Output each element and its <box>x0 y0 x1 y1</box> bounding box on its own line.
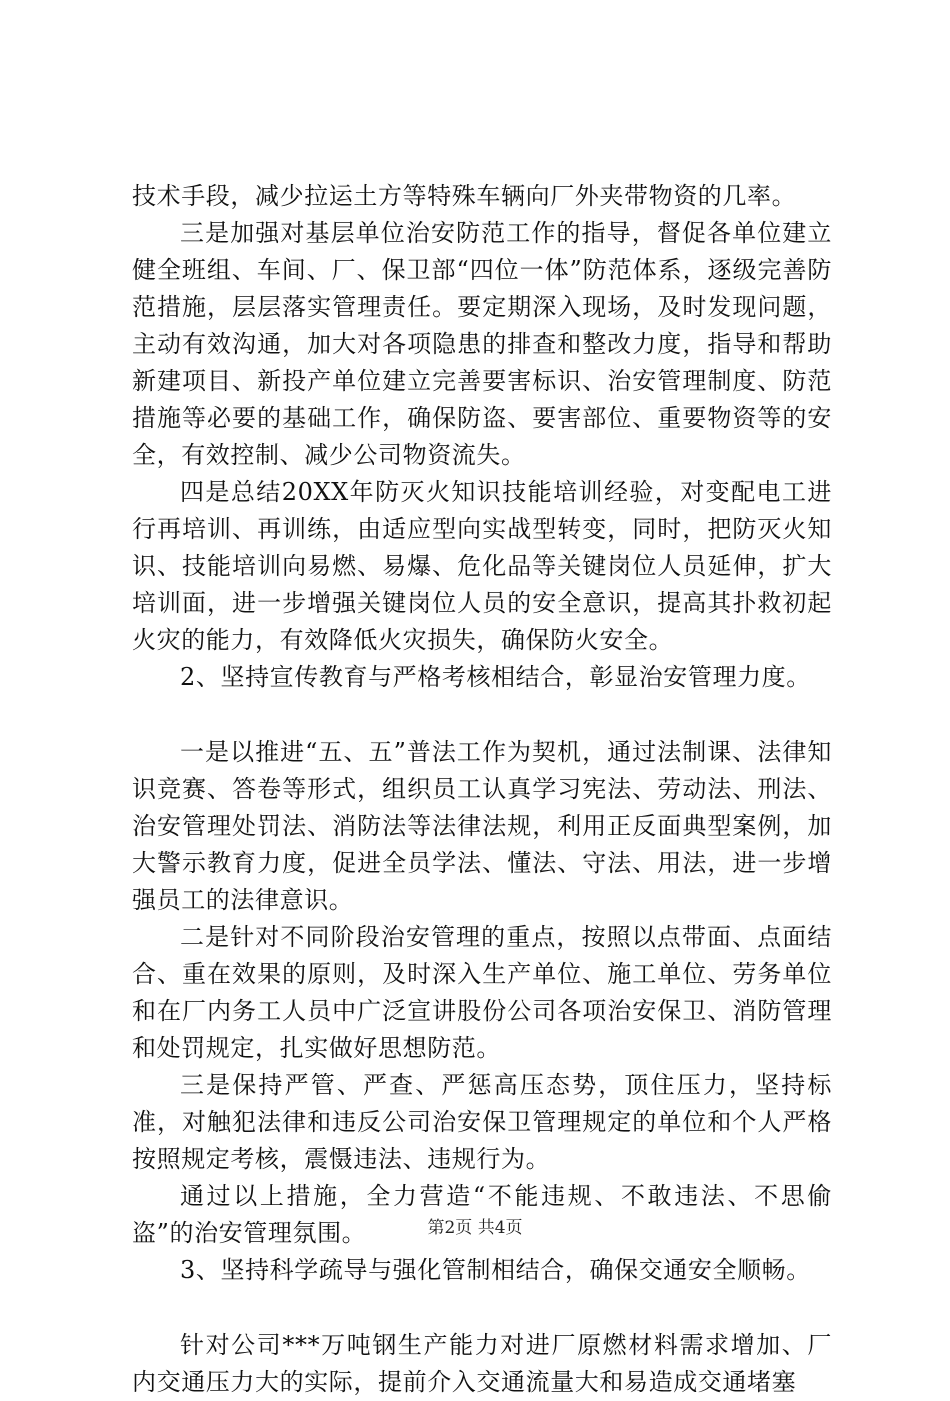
section-heading-2: 2、坚持宣传教育与严格考核相结合，彰显治安管理力度。 <box>180 663 811 691</box>
paragraph-item-1: 一是以推进“五、五”普法工作为契机，通过法制课、法律知识竞赛、答卷等形式，组织员工认真学习宪法、劳动法、刑法、治安管理处罚法、消防法等法律法规，利用正反面典型案例，加大警示教育力度，促进全员学法、懂法、守法、用法，进一步增强员工的法律意识。 <box>132 738 832 914</box>
paragraph-item-2: 二是针对不同阶段治安管理的重点，按照以点带面、点面结合、重在效果的原则，及时深入生产单位、施工单位、劳务单位和在厂内务工人员中广泛宣讲股份公司各项治安保卫、消防管理和处罚规定，扎实做好思想防范。 <box>132 923 832 1062</box>
paragraph-item-4: 四是总结20XX年防灭火知识技能培训经验，对变配电工进行再培训、再训练，由适应型向实战型转变，同时，把防灭火知识、技能培训向易燃、易爆、危化品等关键岗位人员延伸，扩大培训面，进一步增强关键岗位人员的安全意识，提高其扑救初起火灾的能力，有效降低火灾损失，确保防火安全。 <box>132 478 832 654</box>
page-footer: 第2页 共4页 <box>427 1218 523 1238</box>
paragraph-item-3b: 三是保持严管、严查、严惩高压态势，顶住压力，坚持标准，对触犯法律和违反公司治安保卫管理规定的单位和个人严格按照规定考核，震慑违法、违规行为。 <box>132 1071 832 1173</box>
paragraph-traffic: 针对公司***万吨钢生产能力对进厂原燃材料需求增加、厂内交通压力大的实际，提前介入交通流量大和易造成交通堵塞 <box>132 1331 832 1396</box>
section-heading-3: 3、坚持科学疏导与强化管制相结合，确保交通安全顺畅。 <box>180 1256 811 1284</box>
paragraph-item-3: 三是加强对基层单位治安防范工作的指导，督促各单位建立健全班组、车间、厂、保卫部“四位一体”防范体系，逐级完善防范措施，层层落实管理责任。要定期深入现场，及时发现问题，主动有效沟通，加大对各项隐患的排查和整改力度，指导和帮助新建项目、新投产单位建立完善要害标识、治安管理制度、防范措施等必要的基础工作，确保防盗、要害部位、重要物资等的安全，有效控制、减少公司物资流失。 <box>132 219 832 469</box>
paragraph-continuation: 技术手段，减少拉运土方等特殊车辆向厂外夹带物资的几率。 <box>132 182 797 210</box>
paragraph-summary: 通过以上措施，全力营造“不能违规、不敢违法、不思偷盗”的治安管理氛围。 <box>132 1182 832 1247</box>
